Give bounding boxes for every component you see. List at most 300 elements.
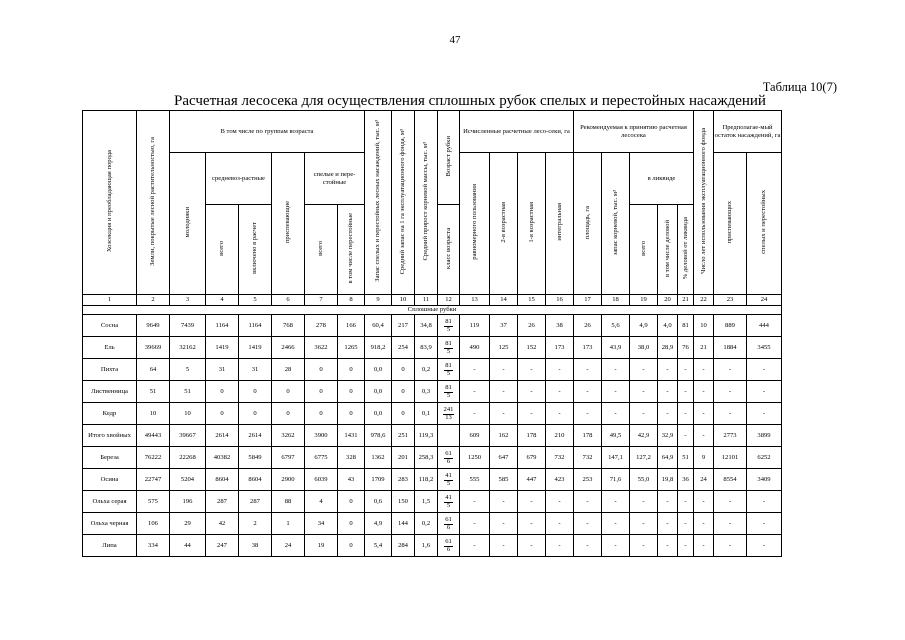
table-cell: 51: [137, 381, 170, 403]
table-cell: 44: [170, 535, 206, 557]
table-cell: -: [546, 535, 574, 557]
table-cell: -: [678, 381, 694, 403]
table-cell: -: [678, 535, 694, 557]
forest-cut-table: [82, 110, 782, 557]
table-cell: 5849: [239, 447, 272, 469]
table-cell: 76222: [137, 447, 170, 469]
table-cell: -: [518, 403, 546, 425]
table-cell: 0: [272, 381, 305, 403]
table-cell: 0: [392, 381, 415, 403]
header-cut-age: Возраст рубки: [438, 111, 460, 205]
table-cell: 575: [137, 491, 170, 513]
table-cell: 2614: [239, 425, 272, 447]
table-cell: 9649: [137, 315, 170, 337]
table-cell: 12101: [714, 447, 747, 469]
table-cell: 1709: [365, 469, 392, 491]
table-cell: 88: [272, 491, 305, 513]
table-cell: -: [546, 513, 574, 535]
table-cell: 0: [272, 403, 305, 425]
table-cell: 247: [206, 535, 239, 557]
species-name: Ольха черная: [83, 513, 137, 535]
table-cell: 3622: [305, 337, 338, 359]
table-cell: -: [602, 359, 630, 381]
table-cell: 26: [518, 315, 546, 337]
table-cell: 1419: [206, 337, 239, 359]
table-cell: 118,2: [415, 469, 438, 491]
age-class-value: 5: [446, 479, 451, 487]
table-cell: -: [546, 381, 574, 403]
table-cell: 19: [305, 535, 338, 557]
table-cell: 4,9: [365, 513, 392, 535]
header-liquid-business: в том числе деловой: [658, 205, 678, 295]
table-cell: -: [460, 403, 490, 425]
table-cell: -: [678, 425, 694, 447]
table-cell: 31: [239, 359, 272, 381]
table-cell: 0: [305, 403, 338, 425]
table-cell: 38: [239, 535, 272, 557]
age-cut-value: 61: [445, 449, 452, 457]
column-number: 2: [137, 295, 170, 306]
table-cell: -: [574, 403, 602, 425]
age-cut-cell: [438, 381, 460, 403]
table-cell: -: [630, 359, 658, 381]
header-species: Хозсекция и преобладающая порода: [83, 111, 137, 295]
table-cell: 1884: [714, 337, 747, 359]
table-cell: -: [602, 403, 630, 425]
table-cell: 201: [392, 447, 415, 469]
column-number: 20: [658, 295, 678, 306]
table-cell: -: [574, 513, 602, 535]
table-cell: -: [747, 403, 782, 425]
table-cell: 71,6: [602, 469, 630, 491]
table-cell: 8604: [206, 469, 239, 491]
table-cell: 278: [305, 315, 338, 337]
column-number: 13: [460, 295, 490, 306]
table-cell: -: [490, 535, 518, 557]
table-cell: 284: [392, 535, 415, 557]
age-class-value: 5: [446, 347, 451, 355]
table-cell: 918,2: [365, 337, 392, 359]
table-cell: 889: [714, 315, 747, 337]
table-cell: 732: [546, 447, 574, 469]
column-number: 10: [392, 295, 415, 306]
table-cell: -: [460, 535, 490, 557]
table-cell: 24: [694, 469, 714, 491]
header-ripe-total: всего: [305, 205, 338, 295]
table-cell: 40382: [206, 447, 239, 469]
table-cell: -: [747, 535, 782, 557]
table-cell: -: [747, 381, 782, 403]
table-cell: -: [747, 491, 782, 513]
species-name: Осина: [83, 469, 137, 491]
age-cut-value: 81: [445, 361, 452, 369]
table-cell: 173: [546, 337, 574, 359]
table-cell: -: [630, 491, 658, 513]
age-cut-cell: [438, 447, 460, 469]
column-number: 18: [602, 295, 630, 306]
table-cell: 42,9: [630, 425, 658, 447]
table-label: Таблица 10(7): [762, 80, 837, 94]
table-cell: -: [602, 535, 630, 557]
table-cell: 34,8: [415, 315, 438, 337]
table-cell: -: [714, 535, 747, 557]
table-cell: 283: [392, 469, 415, 491]
page-number: 47: [449, 34, 461, 46]
table-cell: -: [602, 491, 630, 513]
table-cell: 144: [392, 513, 415, 535]
column-number: 6: [272, 295, 305, 306]
column-number: 5: [239, 295, 272, 306]
age-cut-value: 41: [445, 493, 452, 501]
table-cell: 732: [574, 447, 602, 469]
table-cell: -: [714, 491, 747, 513]
table-cell: -: [658, 491, 678, 513]
table-cell: -: [546, 359, 574, 381]
table-cell: -: [630, 403, 658, 425]
table-cell: -: [694, 403, 714, 425]
table-cell: -: [518, 381, 546, 403]
table-cell: -: [490, 403, 518, 425]
table-cell: 49443: [137, 425, 170, 447]
column-number: 1: [83, 295, 137, 306]
table-cell: -: [694, 513, 714, 535]
table-cell: 39669: [137, 337, 170, 359]
table-cell: -: [518, 359, 546, 381]
table-row: [83, 469, 782, 491]
age-cut-cell: [438, 315, 460, 337]
table-cell: 287: [239, 491, 272, 513]
table-cell: 328: [338, 447, 365, 469]
species-name: Пихта: [83, 359, 137, 381]
table-cell: 4,0: [658, 315, 678, 337]
header-remaining: Предполагае-мый остаток насаждений, га: [714, 111, 782, 153]
table-cell: 0: [305, 359, 338, 381]
header-years-use: Число лет использования эксплуатационного фонда: [694, 111, 714, 295]
column-number: 24: [747, 295, 782, 306]
column-number: 15: [518, 295, 546, 306]
table-cell: 0: [239, 381, 272, 403]
table-cell: -: [546, 491, 574, 513]
age-cut-cell: [438, 535, 460, 557]
age-cut-value: 241: [443, 405, 454, 413]
age-cut-value: 61: [445, 537, 452, 545]
table-row: [83, 513, 782, 535]
table-row: [83, 425, 782, 447]
table-cell: 0,3: [415, 381, 438, 403]
table-cell: 43: [338, 469, 365, 491]
column-number: 9: [365, 295, 392, 306]
column-number: 11: [415, 295, 438, 306]
table-cell: -: [490, 359, 518, 381]
column-numbers-row: [83, 295, 782, 306]
table-cell: 0: [239, 403, 272, 425]
table-cell: -: [694, 359, 714, 381]
table-cell: 0: [338, 403, 365, 425]
age-cut-cell: [438, 425, 460, 447]
table-cell: 28,9: [658, 337, 678, 359]
header-business-percent: % деловой от ликвида: [678, 205, 694, 295]
table-cell: -: [546, 403, 574, 425]
table-cell: 647: [490, 447, 518, 469]
table-cell: 32162: [170, 337, 206, 359]
table-cell: 6252: [747, 447, 782, 469]
species-name: Береза: [83, 447, 137, 469]
table-cell: 555: [460, 469, 490, 491]
header-ripe-rem: спелых и перестойных: [747, 153, 782, 295]
table-cell: 490: [460, 337, 490, 359]
table-cell: 5,4: [365, 535, 392, 557]
age-cut-cell: [438, 403, 460, 425]
table-cell: 254: [392, 337, 415, 359]
age-cut-cell: [438, 469, 460, 491]
table-cell: 0: [338, 491, 365, 513]
header-second-age: 2-я возрастная: [490, 153, 518, 295]
table-cell: 5204: [170, 469, 206, 491]
table-cell: 0,6: [365, 491, 392, 513]
table-cell: -: [518, 513, 546, 535]
table-cell: 10: [694, 315, 714, 337]
table-cell: -: [518, 491, 546, 513]
table-cell: -: [460, 491, 490, 513]
age-cut-value: 81: [445, 339, 452, 347]
table-cell: 3455: [747, 337, 782, 359]
table-cell: 7439: [170, 315, 206, 337]
header-recommended-cut: Рекомендуемая к принятию расчетная лесосека: [574, 111, 694, 153]
table-cell: -: [602, 381, 630, 403]
column-number: 16: [546, 295, 574, 306]
table-cell: -: [574, 359, 602, 381]
table-cell: 0,0: [365, 403, 392, 425]
age-class-value: 6: [446, 545, 451, 553]
table-cell: -: [630, 381, 658, 403]
table-cell: -: [714, 513, 747, 535]
table-cell: 0: [392, 403, 415, 425]
table-cell: -: [658, 359, 678, 381]
header-mid-included: включено в расчет: [239, 205, 272, 295]
species-name: Липа: [83, 535, 137, 557]
table-cell: 125: [490, 337, 518, 359]
table-cell: 106: [137, 513, 170, 535]
table-cell: -: [747, 359, 782, 381]
table-cell: 0: [305, 381, 338, 403]
table-cell: 51: [170, 381, 206, 403]
species-name: Ольха серая: [83, 491, 137, 513]
table-cell: 2773: [714, 425, 747, 447]
table-cell: 64,9: [658, 447, 678, 469]
table-cell: 39667: [170, 425, 206, 447]
table-cell: 679: [518, 447, 546, 469]
table-cell: 4,9: [630, 315, 658, 337]
table-cell: 0: [338, 381, 365, 403]
column-number: 12: [438, 295, 460, 306]
column-number: 7: [305, 295, 338, 306]
header-premature: приспевающие: [272, 153, 305, 295]
table-cell: 444: [747, 315, 782, 337]
table-cell: 585: [490, 469, 518, 491]
table-cell: 49,5: [602, 425, 630, 447]
table-cell: 4: [305, 491, 338, 513]
table-cell: -: [658, 513, 678, 535]
table-cell: 1164: [239, 315, 272, 337]
table-cell: 31: [206, 359, 239, 381]
table-cell: 38,0: [630, 337, 658, 359]
header-mid-total: всего: [206, 205, 239, 295]
age-cut-value: 81: [445, 317, 452, 325]
table-cell: 3409: [747, 469, 782, 491]
table-cell: 37: [490, 315, 518, 337]
table-cell: 6797: [272, 447, 305, 469]
table-cell: -: [694, 381, 714, 403]
table-cell: 6039: [305, 469, 338, 491]
header-calculated-cuts: Исчисленные расчетные лесо-секи, га: [460, 111, 574, 153]
header-ripe-stock: Запас спелых и перестойных лесных насаждений, тыс. м³: [365, 111, 392, 295]
table-cell: 0,2: [415, 513, 438, 535]
table-row: [83, 447, 782, 469]
table-cell: 217: [392, 315, 415, 337]
species-name: Лиственница: [83, 381, 137, 403]
table-cell: -: [460, 513, 490, 535]
table-cell: 287: [206, 491, 239, 513]
header-mean-stock: Средний запас на 1 га эксплуатационного фонда, м³: [392, 111, 415, 295]
age-cut-value: 81: [445, 383, 452, 391]
species-name: Сосна: [83, 315, 137, 337]
column-number: 21: [678, 295, 694, 306]
table-cell: -: [630, 513, 658, 535]
table-row: [83, 491, 782, 513]
table-cell: 3900: [305, 425, 338, 447]
table-cell: -: [490, 381, 518, 403]
table-cell: 0: [206, 381, 239, 403]
species-name: Ель: [83, 337, 137, 359]
age-cut-cell: [438, 337, 460, 359]
table-cell: 60,4: [365, 315, 392, 337]
table-cell: 253: [574, 469, 602, 491]
table-cell: -: [694, 535, 714, 557]
table-cell: -: [658, 381, 678, 403]
table-cell: 3899: [747, 425, 782, 447]
age-cut-value: 61: [445, 515, 452, 523]
table-cell: -: [574, 491, 602, 513]
header-forest-land: Земли, покрытые лесной растительностью, га: [137, 111, 170, 295]
table-cell: 334: [137, 535, 170, 557]
table-cell: 81: [678, 315, 694, 337]
table-cell: 55,0: [630, 469, 658, 491]
header-uniform-use: равномерного пользования: [460, 153, 490, 295]
table-cell: 0: [206, 403, 239, 425]
header-age-groups: В том числе по группам возраста: [170, 111, 365, 153]
table-cell: 2466: [272, 337, 305, 359]
section-label: Сплошные рубки: [83, 306, 782, 315]
table-cell: 24: [272, 535, 305, 557]
table-cell: 34: [305, 513, 338, 535]
column-number: 4: [206, 295, 239, 306]
table-cell: 127,2: [630, 447, 658, 469]
table-cell: 978,6: [365, 425, 392, 447]
column-number: 3: [170, 295, 206, 306]
table-cell: -: [678, 513, 694, 535]
table-row: [83, 381, 782, 403]
age-class-value: 13: [445, 413, 452, 421]
table-cell: 2: [239, 513, 272, 535]
table-cell: 1419: [239, 337, 272, 359]
age-cut-cell: [438, 359, 460, 381]
table-cell: -: [694, 425, 714, 447]
header-middle-aged: средневоз-растные: [206, 153, 272, 205]
header-integral: интегральная: [546, 153, 574, 295]
table-cell: 8604: [239, 469, 272, 491]
table-cell: 22747: [137, 469, 170, 491]
age-cut-cell: [438, 513, 460, 535]
column-number: 17: [574, 295, 602, 306]
table-cell: -: [490, 491, 518, 513]
header-first-age: 1-я возрастная: [518, 153, 546, 295]
table-cell: 0: [338, 513, 365, 535]
table-cell: -: [630, 535, 658, 557]
table-cell: 1164: [206, 315, 239, 337]
age-class-value: 5: [446, 369, 451, 377]
table-cell: 83,9: [415, 337, 438, 359]
table-cell: -: [490, 513, 518, 535]
table-cell: 1250: [460, 447, 490, 469]
table-cell: 51: [678, 447, 694, 469]
table-cell: 251: [392, 425, 415, 447]
column-number: 23: [714, 295, 747, 306]
table-cell: 26: [574, 315, 602, 337]
table-cell: 609: [460, 425, 490, 447]
table-cell: 152: [518, 337, 546, 359]
table-cell: 10: [137, 403, 170, 425]
column-number: 8: [338, 295, 365, 306]
table-row: [83, 403, 782, 425]
table-cell: -: [694, 491, 714, 513]
table-cell: 0,0: [365, 381, 392, 403]
table-row: [83, 359, 782, 381]
table-cell: -: [714, 381, 747, 403]
table-cell: 2900: [272, 469, 305, 491]
table-cell: 2614: [206, 425, 239, 447]
table-cell: -: [714, 403, 747, 425]
table-cell: 162: [490, 425, 518, 447]
header-age-class: класс возраста: [438, 205, 460, 295]
table-cell: 43,9: [602, 337, 630, 359]
table-row: [83, 315, 782, 337]
table-cell: 76: [678, 337, 694, 359]
table-cell: 42: [206, 513, 239, 535]
table-cell: 210: [546, 425, 574, 447]
table-cell: 1: [272, 513, 305, 535]
table-cell: 1362: [365, 447, 392, 469]
table-cell: 32,9: [658, 425, 678, 447]
table-cell: 8554: [714, 469, 747, 491]
table-cell: 0: [338, 535, 365, 557]
table-cell: 0,2: [415, 359, 438, 381]
table-cell: -: [747, 513, 782, 535]
table-row: [83, 337, 782, 359]
table-cell: 6775: [305, 447, 338, 469]
table-cell: 0,1: [415, 403, 438, 425]
table-cell: -: [678, 403, 694, 425]
column-number: 22: [694, 295, 714, 306]
table-cell: 258,3: [415, 447, 438, 469]
table-cell: -: [658, 535, 678, 557]
table-title: Расчетная лесосека для осуществления сплошных рубок спелых и перестойных насаждений: [174, 93, 766, 109]
age-class-value: 6: [446, 457, 451, 465]
table-cell: -: [714, 359, 747, 381]
table-cell: 150: [392, 491, 415, 513]
table-cell: 147,1: [602, 447, 630, 469]
table-cell: -: [574, 535, 602, 557]
table-cell: 173: [574, 337, 602, 359]
